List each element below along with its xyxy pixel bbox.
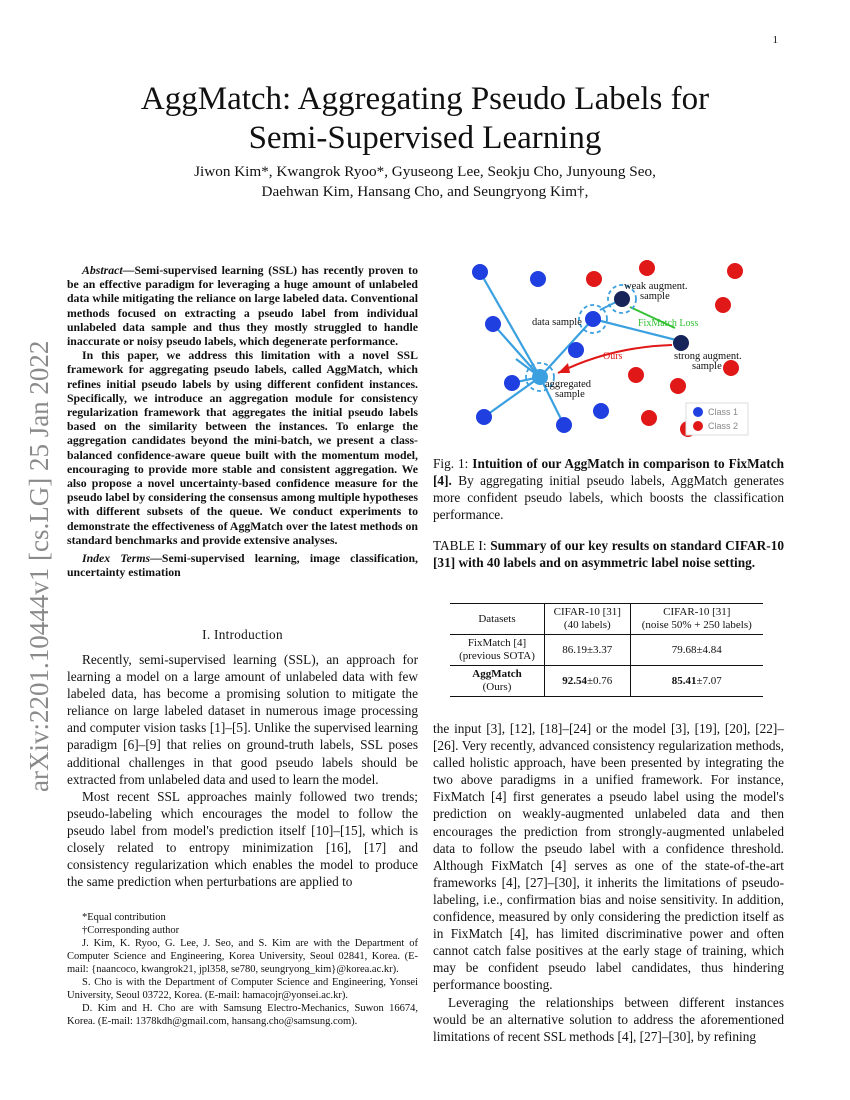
abstract-p2: In this paper, we address this limitation with a novel SSL framework for aggregating pseudo labels, called AggMatch, which refines initial pseudo labels by using different confident instances. Specifically, we introduce an aggregation module for consistency regularization framework that aggregates the initial pseudo labels based on the similarity between the instances. To enlarge the aggregation candidates beyond the mini-batch, we present a class-balanced confidence-aware queue built with the momentum model, encouraging to provide more stable and consistent aggregation. We also propose a novel uncertainty-based confidence measure for the pseudo label by considering the consensus among multiple hypotheses with different subsets of the queue. We conduct experiments to demonstrate the effectiveness of AggMatch over the latest methods on standard benchmarks and provide extensive analyses. [67,348,418,547]
strong-sample-dot [673,335,689,351]
legend [686,403,748,435]
right-paragraph-1: the input [3], [12], [18]–[24] or the model [3], [19], [20], [22]–[26]. Very recently, advanced consistency regularization methods, called holistic approach, have been presented by integrating the two above paradigms in a unified framework. For instance, FixMatch [4] first generates a pseudo label using the model's prediction on weakly-augmented unlabeled data and then encourages the prediction from strongly-augmented unlabeled data to follow the pseudo label with a confidence threshold. Although FixMatch [4] serves as one of the state-of-the-art frameworks [4], [27]–[30], it inherits the limitations of pseudo-labeling, i.e., confirmation bias and noise sensitivity. In addition, confidence, measured by only considering the prediction itself as in FixMatch [4], has limited discriminative power and often cannot catch false positives at the early stage of training, which may be confident pseudo label candidates, thus hindering performance boosting. [433,721,784,993]
footnote-corresponding: †Corresponding author [82,925,180,936]
arxiv-id: arXiv:2201.10444v1 [cs.LG] 25 Jan 2022 [24,340,54,792]
row-aggmatch-v1: 92.54±0.76 [545,666,631,697]
footnote-affil-2: S. Cho is with the Department of Computer Science and Engineering, Yonsei University, Seoul 03722, Korea. (E-mail: hamacojr@yonsei.ac.kr). [67,977,418,1001]
intro-text [67,651,418,890]
strong-label-2: sample [692,361,722,372]
abstract-p1: —Semi-supervised learning (SSL) has recently proven to be an effective paradigm for leveraging a huge amount of unlabeled data while mitigating the reliance on large labeled data. Conventional methods focused on extracting a pseudo label from individual unlabeled data sample and thus they mostly struggled to handle inaccurate or noisy pseudo labels, which degenerate performance. [67,263,418,349]
index-terms: —Semi-supervised learning, image classification, uncertainty estimation [67,551,418,580]
page-number: 1 [772,34,778,46]
row-fixmatch-name: FixMatch [4] (previous SOTA) [450,635,545,666]
index-terms-label: Index Terms [82,551,151,566]
row-fixmatch-v1: 86.19±3.37 [545,635,631,666]
ours-label: Ours [603,351,623,362]
authors-line-1: Jiwon Kim*, Kwangrok Ryoo*, Gyuseong Lee, Seokju Cho, Junyoung Seo, [194,163,656,180]
right-column-text [433,720,784,1045]
class1-dots [472,264,609,433]
section-heading: I. Introduction [202,627,283,642]
intro-paragraph-2: Most recent SSL approaches mainly followed two trends; pseudo-labeling which encourages the model to follow the pseudo label from model's prediction itself [10]–[15], which is closely related to entropy minimization [16], [17] and consistency regularization which enables the model to produce the same prediction when perturbations are applied to [67,788,418,890]
fixmatch-loss-label: FixMatch Loss [638,318,699,329]
footnote-affil-1: J. Kim, K. Ryoo, G. Lee, J. Seo, and S. Kim are with the Department of Computer Science and Engineering, Korea University, Seoul 02841, Korea. (E-mail: {naancoco, kwangrok21, jpl358, se780, seungryong_kim}@korea.ac.kr). [67,938,418,975]
authors-line-2: Daehwan Kim, Hansang Cho, and Seungryong Kim†, [261,183,589,200]
footnotes [67,910,418,1028]
row-aggmatch-v2: 85.41±7.07 [671,674,722,687]
aggregated-label-2: sample [555,389,585,400]
table-caption-label: TABLE I: [433,538,491,553]
paper-title [0,80,850,158]
right-paragraph-2: Leveraging the relationships between different instances would be an alternative solution to address the aforementioned limitations of recent SSL methods [4], [27]–[30], by refining [433,994,784,1044]
header-cifar-40: CIFAR-10 [31] (40 labels) [545,604,631,635]
authors [0,162,850,202]
intro-paragraph-1: Recently, semi-supervised learning (SSL), an approach for learning a model on a large amount of unlabeled data with few labeled data, has become a promising solution to mitigate the reliance on large labeled dataset in numerous image processing and computer vision tasks [1]–[5]. Unlike the supervised learning paradigm [6]–[9] that relies on ground-truth labels, SSL poses additional challenges in that good pseudo labels should be extracted from unlabeled data and used to learn the model. [67,652,418,787]
figure-caption-bold: Intuition of our AggMatch in comparison to FixMatch [4]. [433,456,784,489]
header-cifar-noise: CIFAR-10 [31] (noise 50% + 250 labels) [641,606,752,631]
table-caption [433,537,784,571]
legend-class1-swatch [693,407,703,417]
data-sample-label: data sample [532,317,582,328]
header-datasets: Datasets [450,604,545,635]
row-aggmatch-name: AggMatch (Ours) [450,666,545,697]
footnote-affil-3: D. Kim and H. Cho are with Samsung Electro-Mechanics, Suwon 16674, Korea. (E-mail: 1378kdh@gmail.com, hansang.cho@samsung.com). [67,1003,418,1027]
title-line-1: AggMatch: Aggregating Pseudo Labels for [140,81,710,117]
abstract-label: Abstract [82,263,123,277]
table-caption-bold: Summary of our key results on standard CIFAR-10 [31] with 40 labels and on asymmetric label noise setting. [433,538,784,571]
row-fixmatch-v2: 79.68±4.84 [671,643,722,656]
figure-caption-text: By aggregating initial pseudo labels, AggMatch generates more confident pseudo labels, which boosts the classification performance. [433,473,784,523]
figure-caption [433,455,784,523]
legend-class2: Class 2 [708,421,739,431]
title-line-2: Semi-Supervised Learning [248,120,602,156]
results-table [450,603,763,697]
legend-class2-swatch [693,421,703,431]
intuition-figure [460,255,760,445]
data-sample-dot [585,311,601,327]
weak-label: weak augment. [624,281,688,292]
abstract [67,263,418,579]
table-row [450,635,763,666]
table-row [450,666,763,697]
footnote-equal: *Equal contribution [82,912,166,923]
ours-arrowhead [558,363,570,373]
strong-label: strong augment. [674,351,742,362]
figure-caption-label: Fig. 1: [433,456,473,471]
weak-arrow [600,302,616,310]
arxiv-sidebar [6,300,64,800]
weak-sample-dot [614,291,630,307]
aggregated-label: aggregated [545,379,592,390]
table-header-row [450,604,763,635]
weak-label-2: sample [640,291,670,302]
legend-class1: Class 1 [708,407,739,417]
